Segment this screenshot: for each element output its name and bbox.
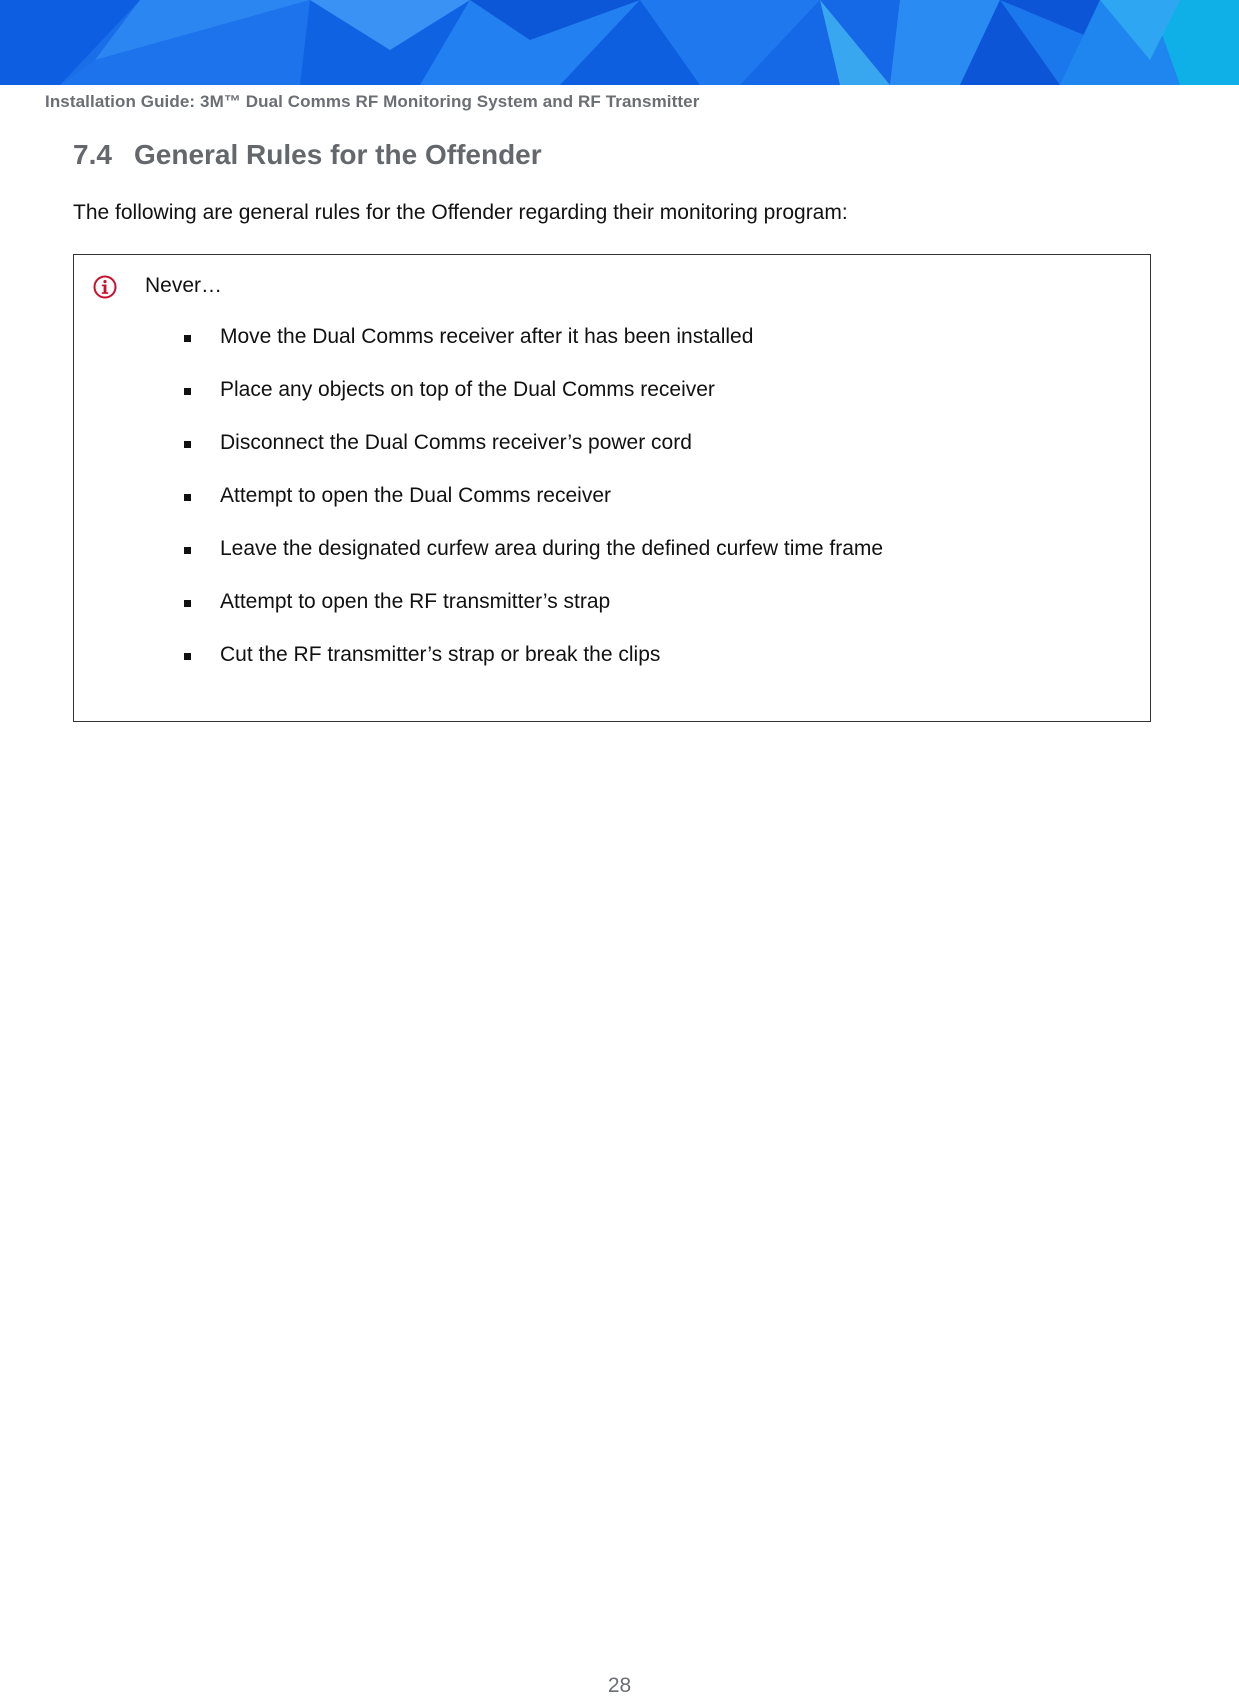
intro-paragraph: The following are general rules for the Offender regarding their monitoring program: (73, 201, 848, 224)
square-bullet-icon (184, 494, 191, 501)
rule-text: Attempt to open the Dual Comms receiver (220, 484, 612, 507)
info-icon (93, 275, 117, 299)
rule-text: Leave the designated curfew area during the defined curfew time frame (220, 537, 884, 560)
banner-pattern (0, 0, 1239, 85)
rule-text: Attempt to open the RF transmitter’s strap (220, 590, 611, 613)
section-number: 7.4 (73, 139, 112, 170)
rule-text: Place any objects on top of the Dual Comms receiver (220, 378, 715, 401)
square-bullet-icon (184, 653, 191, 660)
square-bullet-icon (184, 600, 191, 607)
section-heading (73, 139, 542, 171)
rule-text: Move the Dual Comms receiver after it has been installed (220, 325, 754, 348)
running-header: Installation Guide: 3M™ Dual Comms RF Monitoring System and RF Transmitter (45, 92, 700, 111)
square-bullet-icon (184, 441, 191, 448)
square-bullet-icon (184, 335, 191, 342)
square-bullet-icon (184, 388, 191, 395)
never-label: Never… (145, 274, 223, 297)
rule-text: Cut the RF transmitter’s strap or break the clips (220, 643, 661, 666)
page-number: 28 (607, 1674, 632, 1697)
square-bullet-icon (184, 547, 191, 554)
rules-notice-box (73, 254, 1151, 722)
section-title: General Rules for the Offender (134, 139, 542, 170)
header-banner (0, 0, 1239, 85)
rule-text: Disconnect the Dual Comms receiver’s power cord (220, 431, 692, 454)
